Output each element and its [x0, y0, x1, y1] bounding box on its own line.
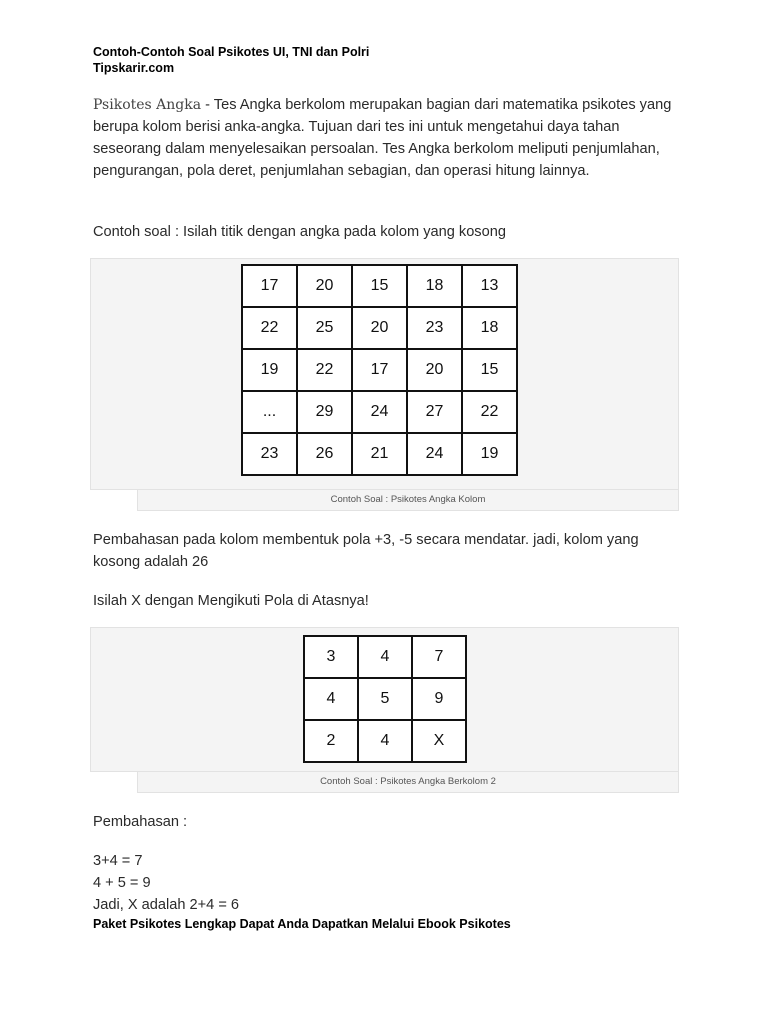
grid-cell: 24 — [352, 391, 407, 433]
grid-cell: 20 — [297, 265, 352, 307]
grid-cell: 15 — [352, 265, 407, 307]
discussion-step-1: 3+4 = 7 — [93, 853, 143, 869]
grid-row — [242, 349, 517, 391]
footer-promo: Paket Psikotes Lengkap Dapat Anda Dapatkan Melalui Ebook Psikotes — [93, 917, 511, 931]
grid-cell: 22 — [242, 307, 297, 349]
number-grid-2 — [303, 635, 467, 763]
number-grid-1 — [241, 264, 518, 476]
grid-cell: 27 — [407, 391, 462, 433]
grid-cell: 22 — [462, 391, 517, 433]
grid-cell: 19 — [242, 349, 297, 391]
grid-row — [242, 391, 517, 433]
grid-cell: 21 — [352, 433, 407, 475]
discussion-step-2: 4 + 5 = 9 — [93, 875, 151, 891]
grid-cell: 24 — [407, 433, 462, 475]
grid-cell: ... — [242, 391, 297, 433]
grid-cell: 25 — [297, 307, 352, 349]
grid-row — [304, 720, 466, 762]
grid-cell: 19 — [462, 433, 517, 475]
grid-cell: 4 — [358, 636, 412, 678]
grid-row — [304, 636, 466, 678]
grid-cell: 18 — [407, 265, 462, 307]
example1-prompt: Contoh soal : Isilah titik dengan angka pada kolom yang kosong — [93, 224, 506, 240]
site-name: Tipskarir.com — [93, 61, 175, 75]
grid-row — [242, 307, 517, 349]
example2-prompt: Isilah X dengan Mengikuti Pola di Atasnya! — [93, 593, 369, 609]
grid-row — [242, 433, 517, 475]
grid-cell: 13 — [462, 265, 517, 307]
document-header — [93, 44, 369, 76]
grid-cell: 17 — [242, 265, 297, 307]
discussion-step-3: Jadi, X adalah 2+4 = 6 — [93, 897, 240, 913]
grid-row — [242, 265, 517, 307]
grid-cell: X — [412, 720, 466, 762]
grid-cell: 29 — [297, 391, 352, 433]
grid-cell: 18 — [462, 307, 517, 349]
intro-paragraph — [93, 94, 683, 182]
grid-cell: 23 — [407, 307, 462, 349]
grid-cell: 9 — [412, 678, 466, 720]
grid-row — [304, 678, 466, 720]
grid-cell: 15 — [462, 349, 517, 391]
intro-text: - Tes Angka berkolom merupakan bagian dari matematika psikotes yang berupa kolom berisi anka-angka. Tujuan dari tes ini untuk mengetahui daya tahan seseorang dalam menyelesaikan persoalan. Tes Angka berkolom meliputi penjumlahan, pengurangan, pola deret, penjumlahan sebagian, dan operasi hitung lainnya. — [93, 97, 672, 179]
grid-cell: 22 — [297, 349, 352, 391]
grid-cell: 20 — [352, 307, 407, 349]
grid-cell: 4 — [358, 720, 412, 762]
grid-cell: 20 — [407, 349, 462, 391]
grid-cell: 17 — [352, 349, 407, 391]
document-title: Contoh-Contoh Soal Psikotes UI, TNI dan Polri — [93, 45, 370, 59]
grid-cell: 7 — [412, 636, 466, 678]
example1-explanation: Pembahasan pada kolom membentuk pola +3, -5 secara mendatar. jadi, kolom yang kosong adalah 26 — [93, 532, 639, 570]
grid-cell: 5 — [358, 678, 412, 720]
grid-cell: 26 — [297, 433, 352, 475]
discussion-label: Pembahasan : — [93, 814, 188, 830]
intro-lead: Psikotes Angka — [93, 97, 202, 113]
grid-cell: 2 — [304, 720, 358, 762]
figure-caption-2: Contoh Soal : Psikotes Angka Berkolom 2 — [137, 771, 679, 793]
grid-cell: 23 — [242, 433, 297, 475]
figure-caption-1: Contoh Soal : Psikotes Angka Kolom — [137, 489, 679, 511]
grid-cell: 4 — [304, 678, 358, 720]
grid-cell: 3 — [304, 636, 358, 678]
